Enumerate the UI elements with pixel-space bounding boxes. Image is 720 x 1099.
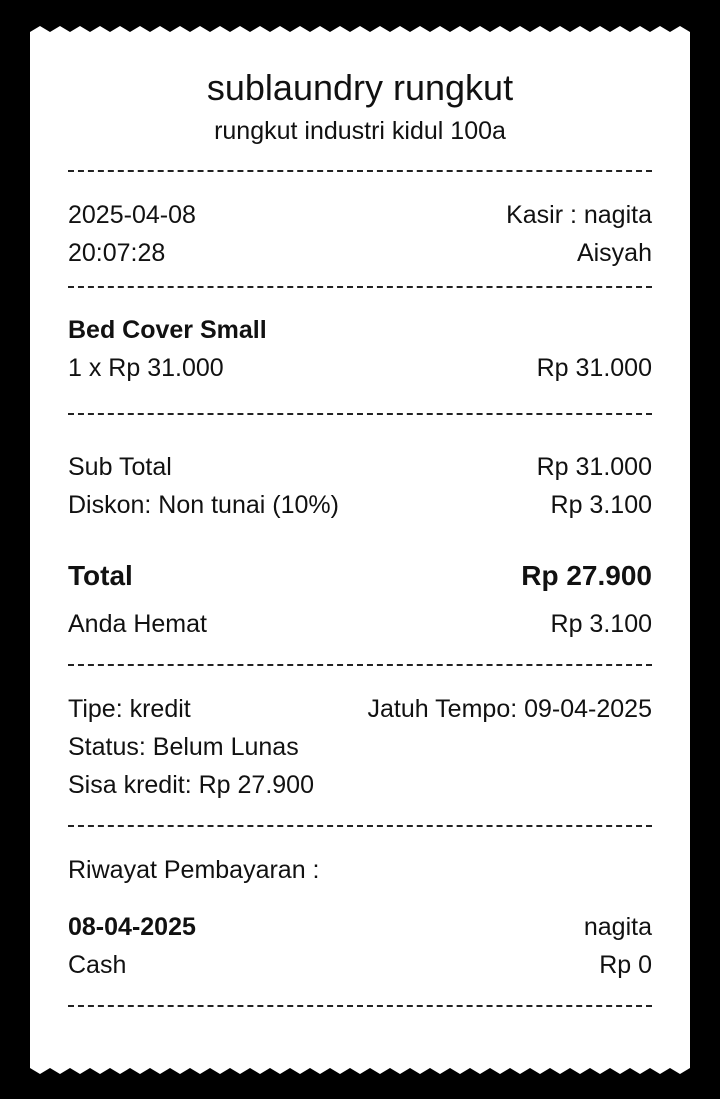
divider (68, 825, 652, 827)
customer-name: Aisyah (576, 239, 652, 267)
saved-label: Anda Hemat (68, 610, 207, 638)
discount-value: Rp 3.100 (550, 491, 652, 519)
payment-history-row-2 (68, 946, 652, 984)
payment-method: Cash (68, 951, 127, 979)
total-label: Total (68, 560, 133, 591)
transaction-date: 2025-04-08 (68, 201, 196, 229)
divider (68, 286, 652, 288)
saved-value: Rp 3.100 (550, 610, 652, 638)
store-name: sublaundry rungkut (206, 67, 514, 108)
payment-history-title: Riwayat Pembayaran : (68, 856, 320, 884)
divider (68, 1005, 652, 1007)
meta-row-1 (68, 196, 652, 234)
transaction-time: 20:07:28 (68, 239, 166, 267)
item-amount: Rp 31.000 (536, 354, 652, 382)
receipt-content (68, 32, 652, 1068)
remaining-credit: Sisa kredit: Rp 27.900 (68, 771, 314, 799)
discount-label: Diskon: Non tunai (10%) (68, 491, 339, 519)
item-qty-price: 1 x Rp 31.000 (68, 354, 224, 382)
cashier-name: Kasir : nagita (506, 201, 652, 229)
item-name: Bed Cover Small (68, 316, 267, 344)
receipt-paper (30, 32, 690, 1068)
payment-history-row (68, 908, 652, 946)
payment-date: 08-04-2025 (68, 913, 196, 941)
divider (68, 664, 652, 666)
divider (68, 413, 652, 415)
payment-user: nagita (583, 913, 652, 941)
due-date: Jatuh Tempo: 09-04-2025 (367, 695, 652, 723)
subtotal-label: Sub Total (68, 453, 172, 481)
store-address: rungkut industri kidul 100a (214, 117, 506, 145)
discount-row (68, 486, 652, 524)
divider (68, 170, 652, 172)
payment-status: Status: Belum Lunas (68, 733, 299, 761)
credit-row (68, 690, 652, 728)
saved-row (68, 605, 652, 643)
meta-row-2 (68, 234, 652, 272)
total-value: Rp 27.900 (521, 560, 652, 591)
subtotal-row (68, 448, 652, 486)
total-row (68, 555, 652, 597)
payment-amount: Rp 0 (599, 951, 652, 979)
payment-type: Tipe: kredit (68, 695, 191, 723)
item-row (68, 349, 652, 387)
subtotal-value: Rp 31.000 (536, 453, 652, 481)
